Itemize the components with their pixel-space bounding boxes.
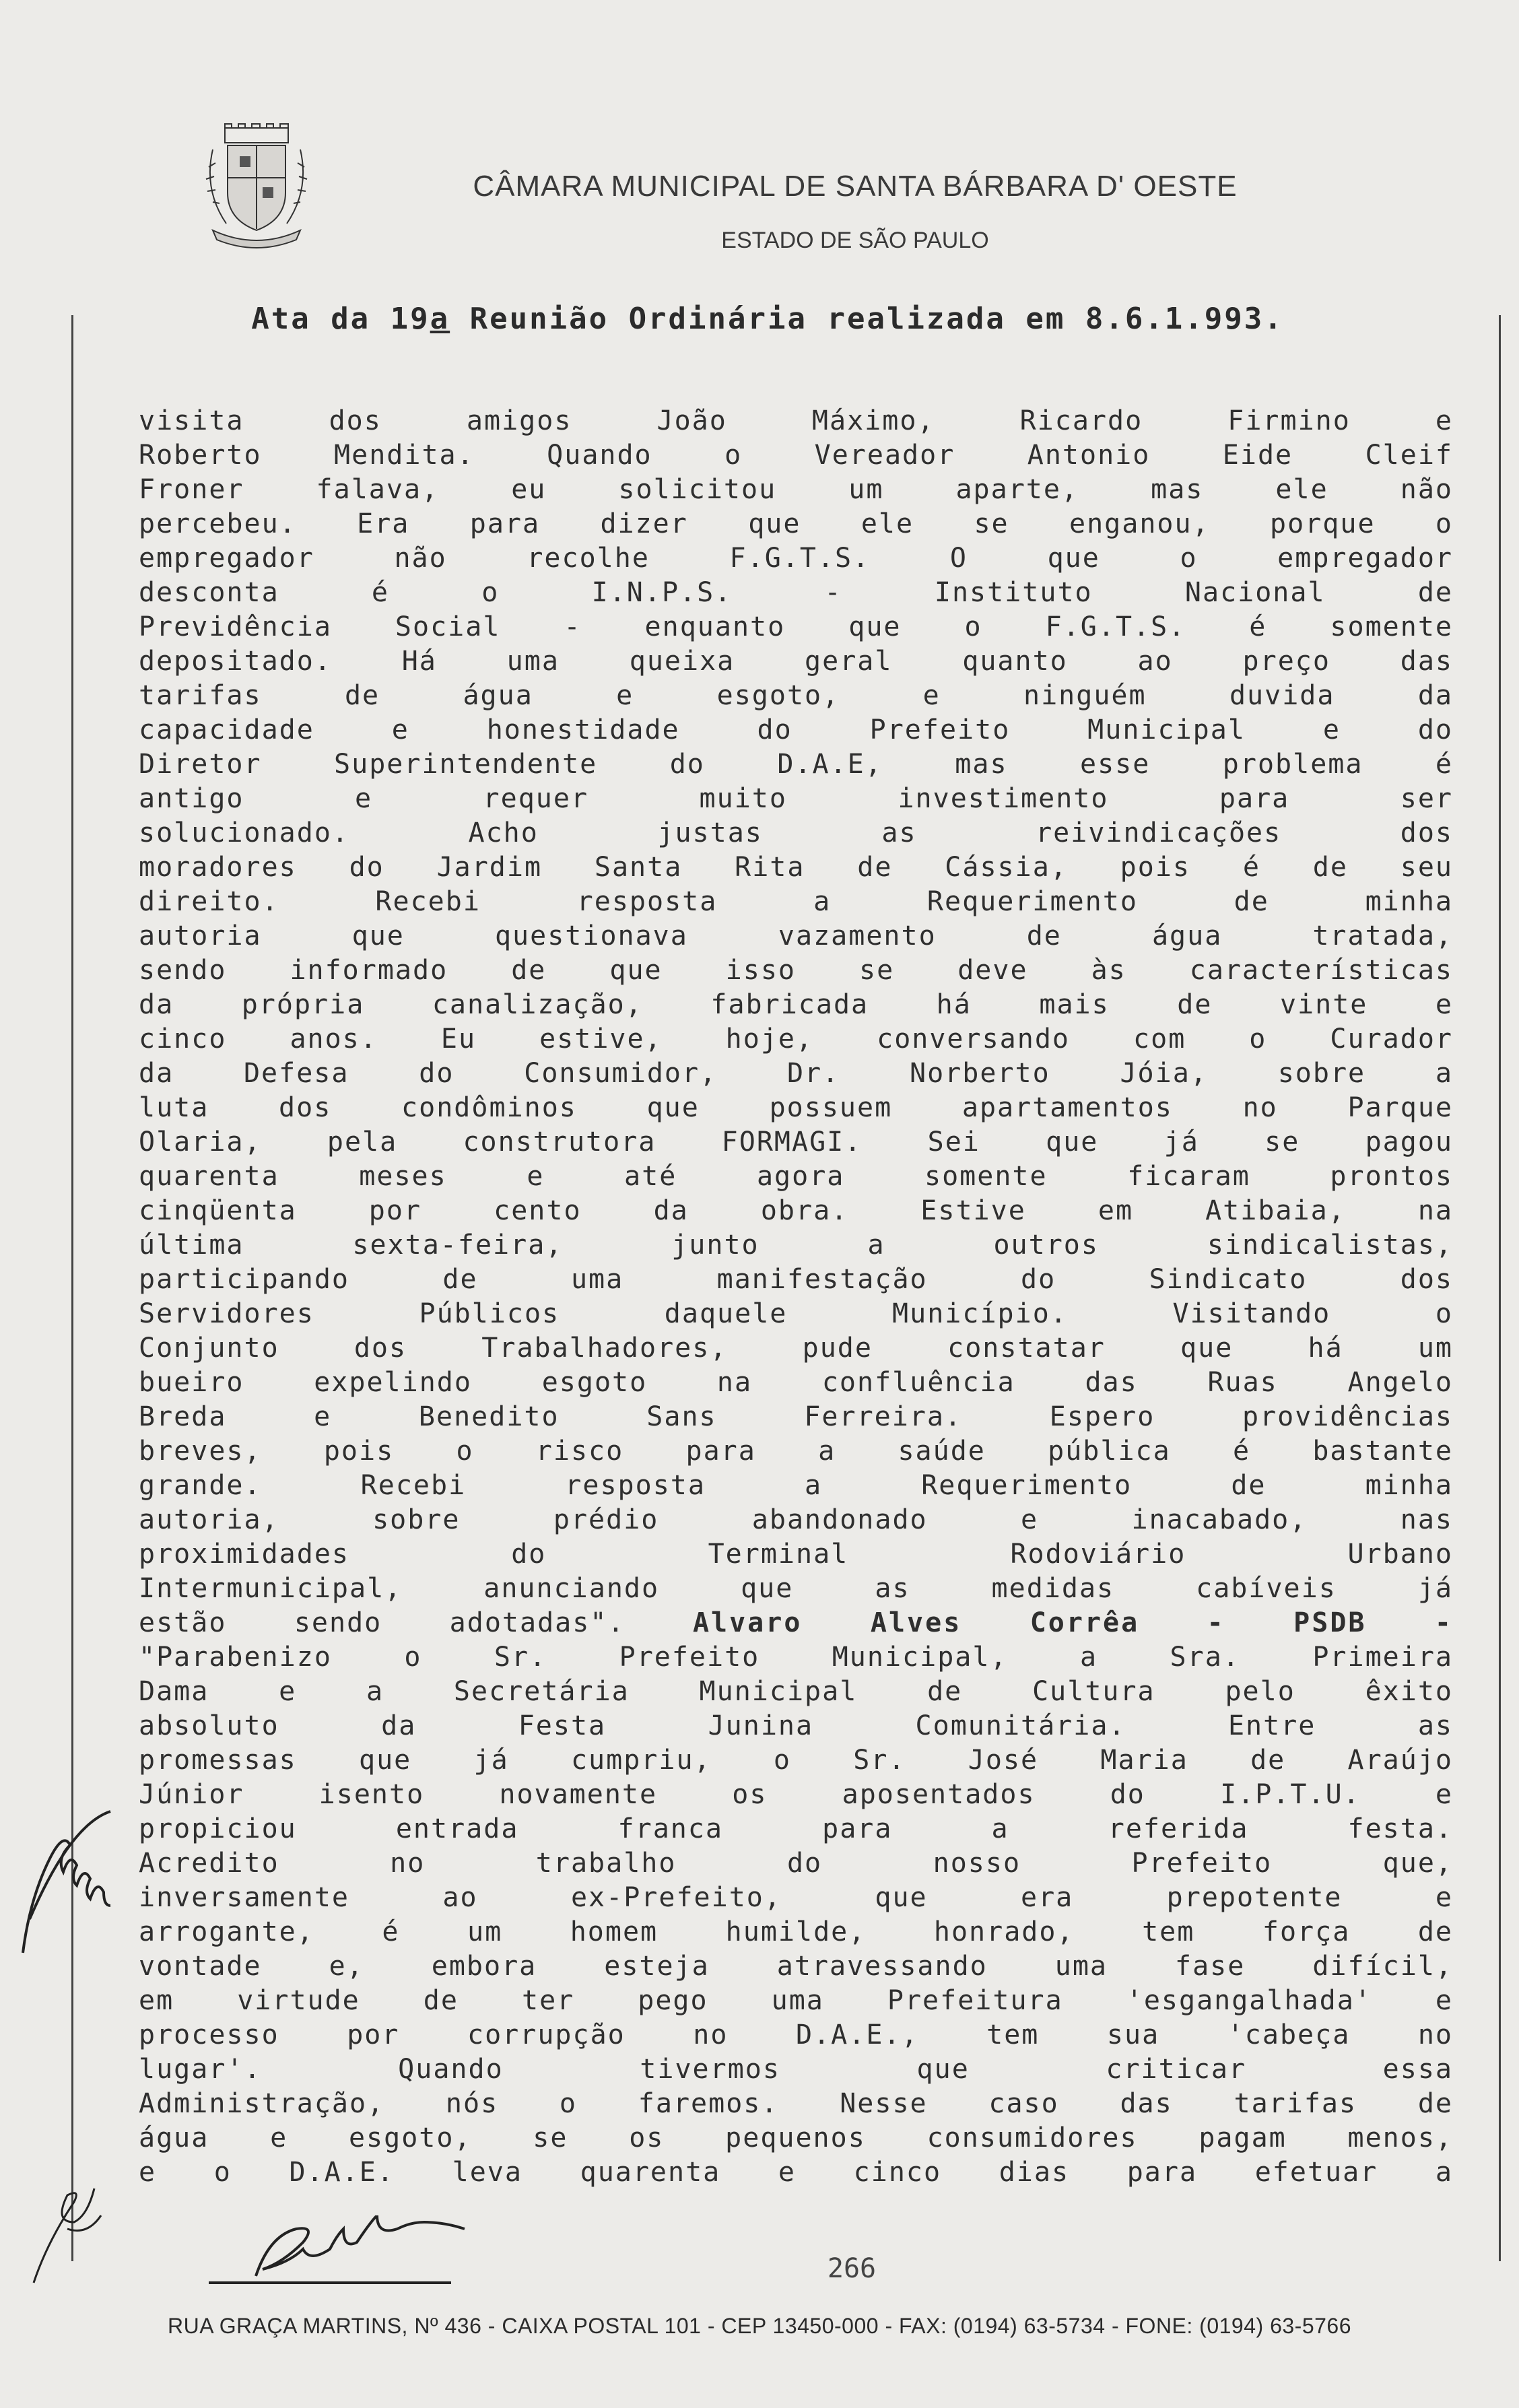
right-margin-rule	[1499, 315, 1501, 2261]
body-line: breves, pois o risco para a saúde pública é bastante	[139, 1436, 1453, 1467]
body-line: Roberto Mendita. Quando o Vereador Antonio Eide Cleif	[139, 440, 1453, 471]
body-line: água e esgoto, se os pequenos consumidores pagam menos,	[139, 2122, 1453, 2153]
body-line: promessas que já cumpriu, o Sr. José Maria de Araújo	[139, 1745, 1453, 1776]
speaker-line	[139, 1606, 1453, 1640]
speaker-line-start: estão sendo adotadas".	[139, 1607, 626, 1638]
body-line: Breda e Benedito Sans Ferreira. Espero providências	[139, 1401, 1453, 1432]
minutes-title-rest: Reunião Ordinária realizada em 8.6.1.993.	[450, 302, 1284, 336]
body-line: moradores do Jardim Santa Rita de Cássia, pois é de seu	[139, 852, 1453, 883]
institution-name: CÂMARA MUNICIPAL DE SANTA BÁRBARA D' OESTE	[473, 170, 1238, 203]
body-line: Olaria, pela construtora FORMAGI. Sei que já se pagou	[139, 1127, 1453, 1158]
body-line: em virtude de ter pego uma Prefeitura 'esgangalhada' e	[139, 1985, 1453, 2016]
body-line: última sexta-feira, junto a outros sindicalistas,	[139, 1230, 1453, 1261]
body-line: luta dos condôminos que possuem apartamentos no Parque	[139, 1092, 1453, 1123]
speaker-party: - PSDB -	[1207, 1607, 1453, 1638]
state-name: ESTADO DE SÃO PAULO	[721, 228, 989, 253]
body-line: arrogante, é um homem humilde, honrado, tem força de	[139, 1916, 1453, 1947]
body-line: Diretor Superintendente do D.A.E, mas esse problema é	[139, 749, 1453, 780]
body-line: cinco anos. Eu estive, hoje, conversando com o Curador	[139, 1024, 1453, 1055]
body-line: depositado. Há uma queixa geral quanto ao preço das	[139, 646, 1453, 677]
left-margin-rule	[71, 315, 73, 2261]
body-line: empregador não recolhe F.G.T.S. O que o empregador	[139, 543, 1453, 574]
bottom-signature-icon	[202, 2215, 525, 2296]
body-line: quarenta meses e até agora somente ficaram prontos	[139, 1161, 1453, 1192]
body-line: Conjunto dos Trabalhadores, pude constatar que há um	[139, 1333, 1453, 1364]
body-line: vontade e, embora esteja atravessando uma fase difícil,	[139, 1951, 1453, 1982]
minutes-body	[139, 404, 1453, 2190]
margin-initials-icon	[20, 2148, 128, 2296]
body-line: Previdência Social - enquanto que o F.G.T.S. é somente	[139, 611, 1453, 642]
body-line: inversamente ao ex-Prefeito, que era prepotente e	[139, 1882, 1453, 1913]
body-line: Júnior isento novamente os aposentados do I.P.T.U. e	[139, 1779, 1453, 1810]
body-line: da própria canalização, fabricada há mais de vinte e	[139, 989, 1453, 1020]
body-line: capacidade e honestidade do Prefeito Municipal e do	[139, 714, 1453, 745]
body-line: lugar'. Quando tivermos que criticar essa	[139, 2054, 1453, 2085]
municipal-crest-icon	[199, 123, 314, 255]
body-line: Administração, nós o faremos. Nesse caso das tarifas de	[139, 2088, 1453, 2119]
body-line: propiciou entrada franca para a referida festa.	[139, 1813, 1453, 1844]
body-line: Dama e a Secretária Municipal de Cultura pelo êxito	[139, 1676, 1453, 1707]
page-number: 266	[827, 2253, 877, 2284]
body-line: solucionado. Acho justas as reivindicações dos	[139, 817, 1453, 848]
minutes-title	[135, 302, 1400, 336]
body-line: absoluto da Festa Junina Comunitária. Entre as	[139, 1710, 1453, 1741]
body-line: autoria que questionava vazamento de água tratada,	[139, 921, 1453, 951]
body-line: e o D.A.E. leva quarenta e cinco dias para efetuar a	[139, 2157, 1453, 2188]
body-line: proximidades do Terminal Rodoviário Urbano	[139, 1539, 1453, 1570]
body-line: cinqüenta por cento da obra. Estive em Atibaia, na	[139, 1195, 1453, 1226]
body-line: Intermunicipal, anunciando que as medidas cabíveis já	[139, 1573, 1453, 1604]
body-line: Servidores Públicos daquele Município. Visitando o	[139, 1298, 1453, 1329]
body-line: sendo informado de que isso se deve às características	[139, 955, 1453, 986]
body-line: processo por corrupção no D.A.E., tem sua 'cabeça no	[139, 2019, 1453, 2050]
body-line: antigo e requer muito investimento para ser	[139, 783, 1453, 814]
body-line: da Defesa do Consumidor, Dr. Norberto Jóia, sobre a	[139, 1058, 1453, 1089]
body-line: visita dos amigos João Máximo, Ricardo Firmino e	[139, 405, 1453, 436]
minutes-title-ordinal: a	[430, 302, 450, 336]
margin-signature-icon	[3, 1751, 151, 1966]
speaker-name: Alvaro Alves Corrêa	[692, 1607, 1140, 1638]
body-line: tarifas de água e esgoto, e ninguém duvida da	[139, 680, 1453, 711]
address-footer: RUA GRAÇA MARTINS, Nº 436 - CAIXA POSTAL 101 - CEP 13450-000 - FAX: (0194) 63-5734 - FONE: (0194) 63-5766	[168, 2314, 1351, 2338]
body-line: bueiro expelindo esgoto na confluência das Ruas Angelo	[139, 1367, 1453, 1398]
body-line: percebeu. Era para dizer que ele se enganou, porque o	[139, 508, 1453, 539]
minutes-title-start: Ata da 19	[251, 302, 430, 336]
body-line: desconta é o I.N.P.S. - Instituto Nacional de	[139, 577, 1453, 608]
body-line: Acredito no trabalho do nosso Prefeito que,	[139, 1848, 1453, 1879]
body-line: participando de uma manifestação do Sindicato dos	[139, 1264, 1453, 1295]
body-line: grande. Recebi resposta a Requerimento de minha	[139, 1470, 1453, 1501]
body-line: Froner falava, eu solicitou um aparte, mas ele não	[139, 474, 1453, 505]
body-line: "Parabenizo o Sr. Prefeito Municipal, a Sra. Primeira	[139, 1642, 1453, 1673]
body-line: direito. Recebi resposta a Requerimento de minha	[139, 886, 1453, 917]
body-line: autoria, sobre prédio abandonado e inacabado, nas	[139, 1504, 1453, 1535]
